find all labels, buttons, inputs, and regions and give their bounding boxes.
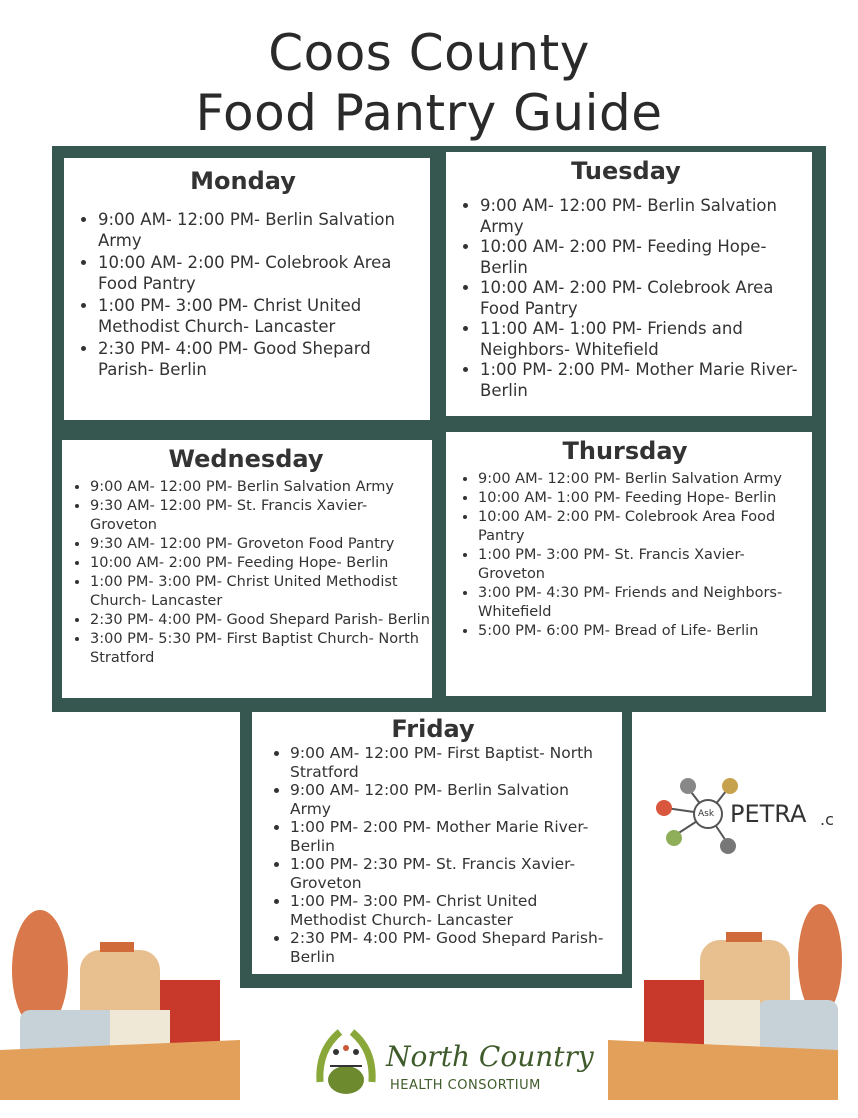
list-item: • 10:00 AM- 2:00 PM- Colebrook Area Food Pantry [480, 278, 806, 319]
list-item: • 10:00 AM- 2:00 PM- Feeding Hope- Berlin [480, 237, 806, 278]
list-item: • 5:00 PM- 6:00 PM- Bread of Life- Berlin [478, 622, 804, 641]
list-item: • 3:00 PM- 5:30 PM- First Baptist Church- North Stratford [90, 630, 430, 668]
tuesday-list [446, 196, 806, 401]
list-item: • 1:00 PM- 3:00 PM- St. Francis Xavier- Groveton [478, 546, 804, 584]
monday-heading: Monday [190, 167, 296, 195]
groceries-left-illustration [0, 900, 250, 1100]
wednesday-panel [62, 440, 432, 698]
thursday-panel [446, 432, 812, 696]
list-item: • 9:00 AM- 12:00 PM- Berlin Salvation Army [90, 478, 430, 497]
monday-list [64, 210, 422, 380]
page-title-line2: Food Pantry Guide [195, 84, 663, 142]
list-item: • 9:00 AM- 12:00 PM- Berlin Salvation Army [478, 470, 804, 489]
nchc-emblem-icon [306, 1022, 386, 1102]
list-item: • 1:00 PM- 3:00 PM- Christ United Methodist Church- Lancaster [90, 573, 430, 611]
askpetra-name-text: PETRA [730, 800, 807, 828]
list-item: • 3:00 PM- 4:30 PM- Friends and Neighbors- Whitefield [478, 584, 804, 622]
list-item: • 1:00 PM- 2:00 PM- Mother Marie River- Berlin [480, 360, 806, 401]
askpetra-suffix-text: .c [820, 810, 834, 829]
monday-panel [64, 158, 430, 420]
list-item: • 9:00 AM- 12:00 PM- Berlin Salvation Army [290, 781, 614, 818]
nchc-logo [306, 1022, 606, 1102]
page-title-line1: Coos County [268, 24, 590, 82]
list-item: • 11:00 AM- 1:00 PM- Friends and Neighbors- Whitefield [480, 319, 806, 360]
list-item: • 9:00 AM- 12:00 PM- Berlin Salvation Army [480, 196, 806, 237]
list-item: • 1:00 PM- 3:00 PM- Christ United Methodist Church- Lancaster [98, 296, 422, 337]
list-item: • 10:00 AM- 1:00 PM- Feeding Hope- Berlin [478, 489, 804, 508]
list-item: • 2:30 PM- 4:00 PM- Good Shepard Parish- Berlin [98, 339, 422, 380]
thursday-list [446, 470, 804, 641]
askpetra-logo [650, 774, 850, 864]
list-item: • 2:30 PM- 4:00 PM- Good Shepard Parish- Berlin [90, 611, 430, 630]
list-item: • 1:00 PM- 2:00 PM- Mother Marie River- Berlin [290, 818, 614, 855]
nchc-name: North Country [386, 1040, 594, 1073]
list-item: • 10:00 AM- 2:00 PM- Colebrook Area Food Pantry [478, 508, 804, 546]
friday-list [252, 744, 614, 966]
tuesday-panel [446, 152, 812, 416]
wednesday-heading: Wednesday [168, 445, 324, 473]
wednesday-list [62, 478, 430, 668]
askpetra-ask-text: Ask [698, 809, 715, 819]
list-item: • 9:30 AM- 12:00 PM- Groveton Food Pantry [90, 535, 430, 554]
list-item: • 9:00 AM- 12:00 PM- First Baptist- North Stratford [290, 744, 614, 781]
friday-panel [252, 712, 622, 974]
nchc-subtitle: HEALTH CONSORTIUM [390, 1078, 541, 1093]
groceries-right-illustration [608, 900, 858, 1100]
list-item: • 9:00 AM- 12:00 PM- Berlin Salvation Army [98, 210, 422, 251]
list-item: • 9:30 AM- 12:00 PM- St. Francis Xavier- Groveton [90, 497, 430, 535]
list-item: • 2:30 PM- 4:00 PM- Good Shepard Parish- Berlin [290, 929, 614, 966]
friday-heading: Friday [391, 715, 475, 743]
list-item: • 1:00 PM- 3:00 PM- Christ United Methodist Church- Lancaster [290, 892, 614, 929]
list-item: • 10:00 AM- 2:00 PM- Colebrook Area Food Pantry [98, 253, 422, 294]
tuesday-heading: Tuesday [571, 157, 681, 185]
list-item: • 10:00 AM- 2:00 PM- Feeding Hope- Berlin [90, 554, 430, 573]
thursday-heading: Thursday [562, 437, 688, 465]
list-item: • 1:00 PM- 2:30 PM- St. Francis Xavier- Groveton [290, 855, 614, 892]
